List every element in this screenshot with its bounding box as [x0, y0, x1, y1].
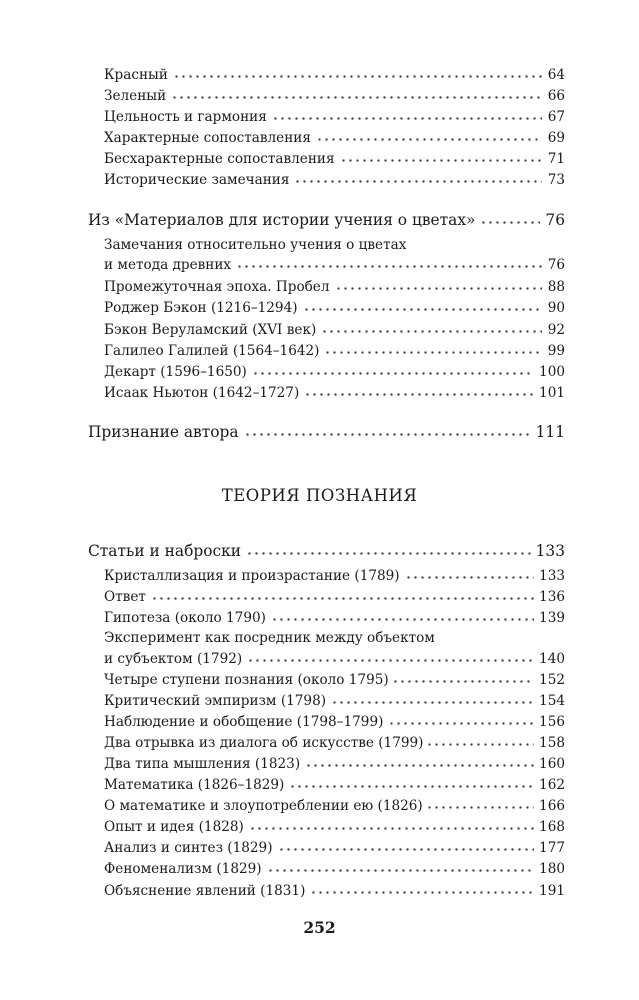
dot-leader	[324, 341, 542, 355]
dot-leader	[271, 608, 534, 622]
dot-leader	[316, 128, 542, 142]
toc-entry	[0, 277, 639, 296]
toc-entry-title: Анализ и синтез (1829)	[104, 839, 273, 856]
dot-leader	[246, 541, 531, 556]
toc-entry-page: 92	[547, 321, 565, 338]
page-number: 252	[303, 918, 336, 937]
toc-entry-page: 168	[539, 818, 565, 835]
toc-entry-title-line1: Эксперимент как посредник между объектом	[104, 630, 435, 646]
toc-entry-page: 136	[539, 588, 565, 605]
dot-leader	[303, 298, 542, 312]
toc-entry	[0, 670, 639, 689]
dot-leader	[267, 859, 534, 873]
toc-entry-title: Гипотеза (около 1790)	[104, 609, 266, 626]
dot-leader	[289, 775, 534, 789]
toc-entry	[0, 170, 639, 189]
toc-entry-page: 133	[539, 567, 565, 584]
toc-heading-title: Статьи и наброски	[88, 542, 241, 561]
toc-entry-title: Кристаллизация и произрастание (1789)	[104, 567, 400, 584]
toc-entry-title: Исаак Ньютон (1642–1727)	[104, 384, 300, 401]
toc-section-heading	[0, 541, 639, 560]
toc-entry-title: Наблюдение и обобщение (1798–1799)	[104, 713, 384, 730]
toc-entry-title: Опыт и идея (1828)	[104, 818, 244, 835]
toc-entry-title: О математике и злоупотреблении ею (1826)	[104, 797, 423, 814]
toc-entry-title: Исторические замечания	[104, 171, 290, 188]
dot-leader	[151, 587, 534, 601]
dot-leader	[236, 255, 542, 269]
toc-entry	[0, 691, 639, 710]
toc-entry-page: 64	[547, 66, 565, 83]
toc-entry-page: 152	[539, 671, 565, 688]
dot-leader	[310, 881, 534, 895]
toc-entry	[0, 362, 639, 381]
toc-entry-page: 139	[539, 609, 565, 626]
toc-entry	[0, 838, 639, 857]
toc-entry-page: 69	[547, 129, 565, 146]
dot-leader	[305, 754, 534, 768]
dot-leader	[171, 86, 542, 100]
toc-entry-title: Четыре ступени познания (около 1795)	[104, 671, 389, 688]
toc-entry	[0, 608, 639, 627]
toc-entry	[0, 733, 639, 752]
toc-entry-title: Феноменализм (1829)	[104, 860, 262, 877]
toc-entry-title: Роджер Бэкон (1216–1294)	[104, 299, 298, 316]
toc-entry	[0, 754, 639, 773]
toc-entry-title: Объяснение явлений (1831)	[104, 882, 306, 899]
toc-heading-page: 133	[535, 542, 565, 561]
toc-entry-page: 67	[547, 108, 565, 125]
toc-entry-title: Математика (1826–1829)	[104, 776, 285, 793]
toc-entry-title: Характерные сопоставления	[104, 129, 311, 146]
toc-entry-page: 191	[539, 882, 565, 899]
toc-entry-title: Красный	[104, 66, 168, 83]
toc-entry	[0, 712, 639, 731]
toc-heading-title: Признание автора	[88, 423, 239, 442]
toc-section-heading	[0, 210, 639, 229]
toc-entry	[0, 796, 639, 815]
toc-entry-page: 101	[539, 384, 565, 401]
toc-entry-title: Зеленый	[104, 87, 167, 104]
toc-entry-page: 166	[539, 797, 565, 814]
toc-entry-page: 99	[547, 342, 565, 359]
dot-leader	[272, 107, 542, 121]
dot-leader	[173, 65, 542, 79]
toc-entry	[0, 881, 639, 900]
dot-leader	[304, 383, 534, 397]
toc-entry-title: Два типа мышления (1823)	[104, 755, 301, 772]
toc-entry-title: Бэкон Веруламский (XVI век)	[104, 321, 317, 338]
toc-entry	[0, 817, 639, 836]
toc-heading-page: 111	[535, 423, 565, 442]
toc-entry-title: Два отрывка из диалога об искусстве (1799)	[104, 734, 424, 751]
toc-entry-page: 140	[539, 650, 565, 667]
toc-entry	[0, 107, 639, 126]
toc-entry-title: Цельность и гармония	[104, 108, 267, 125]
dot-leader	[331, 691, 534, 705]
toc-entry-page: 180	[539, 860, 565, 877]
dot-leader	[388, 712, 534, 726]
toc-entry	[0, 775, 639, 794]
dot-leader	[244, 422, 531, 437]
toc-entry	[0, 128, 639, 147]
toc-entry-title: Галилео Галилей (1564–1642)	[104, 342, 320, 359]
dot-leader	[252, 362, 534, 376]
dot-leader	[321, 320, 542, 334]
dot-leader	[335, 277, 543, 291]
dot-leader	[278, 838, 535, 852]
toc-entry-page: 73	[547, 171, 565, 188]
toc-entry	[0, 86, 639, 105]
toc-entry-page: 90	[547, 299, 565, 316]
toc-entry-page: 66	[547, 87, 565, 104]
toc-entry-title-line1: Замечания относительно учения о цветах	[104, 237, 407, 253]
dot-leader	[392, 670, 534, 684]
toc-entry	[0, 298, 639, 317]
toc-entry	[0, 383, 639, 402]
toc-entry	[0, 320, 639, 339]
toc-entry-title: Декарт (1596–1650)	[104, 363, 247, 380]
toc-entry-page: 162	[539, 776, 565, 793]
dot-leader	[247, 649, 534, 663]
toc-entry	[0, 149, 639, 168]
toc-entry	[0, 859, 639, 878]
toc-entry-page: 160	[539, 755, 565, 772]
toc-entry-page: 76	[547, 256, 565, 273]
toc-entry-page: 156	[539, 713, 565, 730]
dot-leader	[426, 796, 534, 810]
toc-entry	[0, 587, 639, 606]
toc-entry	[0, 65, 639, 84]
toc-entry	[0, 341, 639, 360]
toc-entry-page: 154	[539, 692, 565, 709]
dot-leader	[294, 170, 542, 184]
toc-entry	[0, 566, 639, 585]
toc-entry	[0, 255, 639, 274]
toc-entry-title: Ответ	[104, 588, 146, 605]
toc-section-heading	[0, 422, 639, 441]
dot-leader	[340, 149, 542, 163]
toc-entry-page: 177	[539, 839, 565, 856]
dot-leader	[405, 566, 534, 580]
toc-heading-title: Из «Материалов для истории учения о цветах»	[88, 211, 476, 230]
dot-leader	[480, 210, 540, 225]
toc-entry-page: 158	[539, 734, 565, 751]
toc-entry-title: Критический эмпиризм (1798)	[104, 692, 327, 709]
toc-entry	[0, 649, 639, 668]
dot-leader	[249, 817, 534, 831]
toc-entry-title: и субъектом (1792)	[104, 650, 243, 667]
dot-leader	[426, 733, 534, 747]
toc-entry-page: 71	[547, 150, 565, 167]
toc-entry-title: и метода древних	[104, 256, 232, 273]
toc-entry-page: 100	[539, 363, 565, 380]
toc-entry-title: Бесхарактерные сопоставления	[104, 150, 335, 167]
toc-entry-page: 88	[547, 278, 565, 295]
toc-entry-title: Промежуточная эпоха. Пробел	[104, 278, 330, 295]
section-title: ТЕОРИЯ ПОЗНАНИЯ	[221, 486, 418, 505]
toc-heading-page: 76	[545, 211, 565, 230]
